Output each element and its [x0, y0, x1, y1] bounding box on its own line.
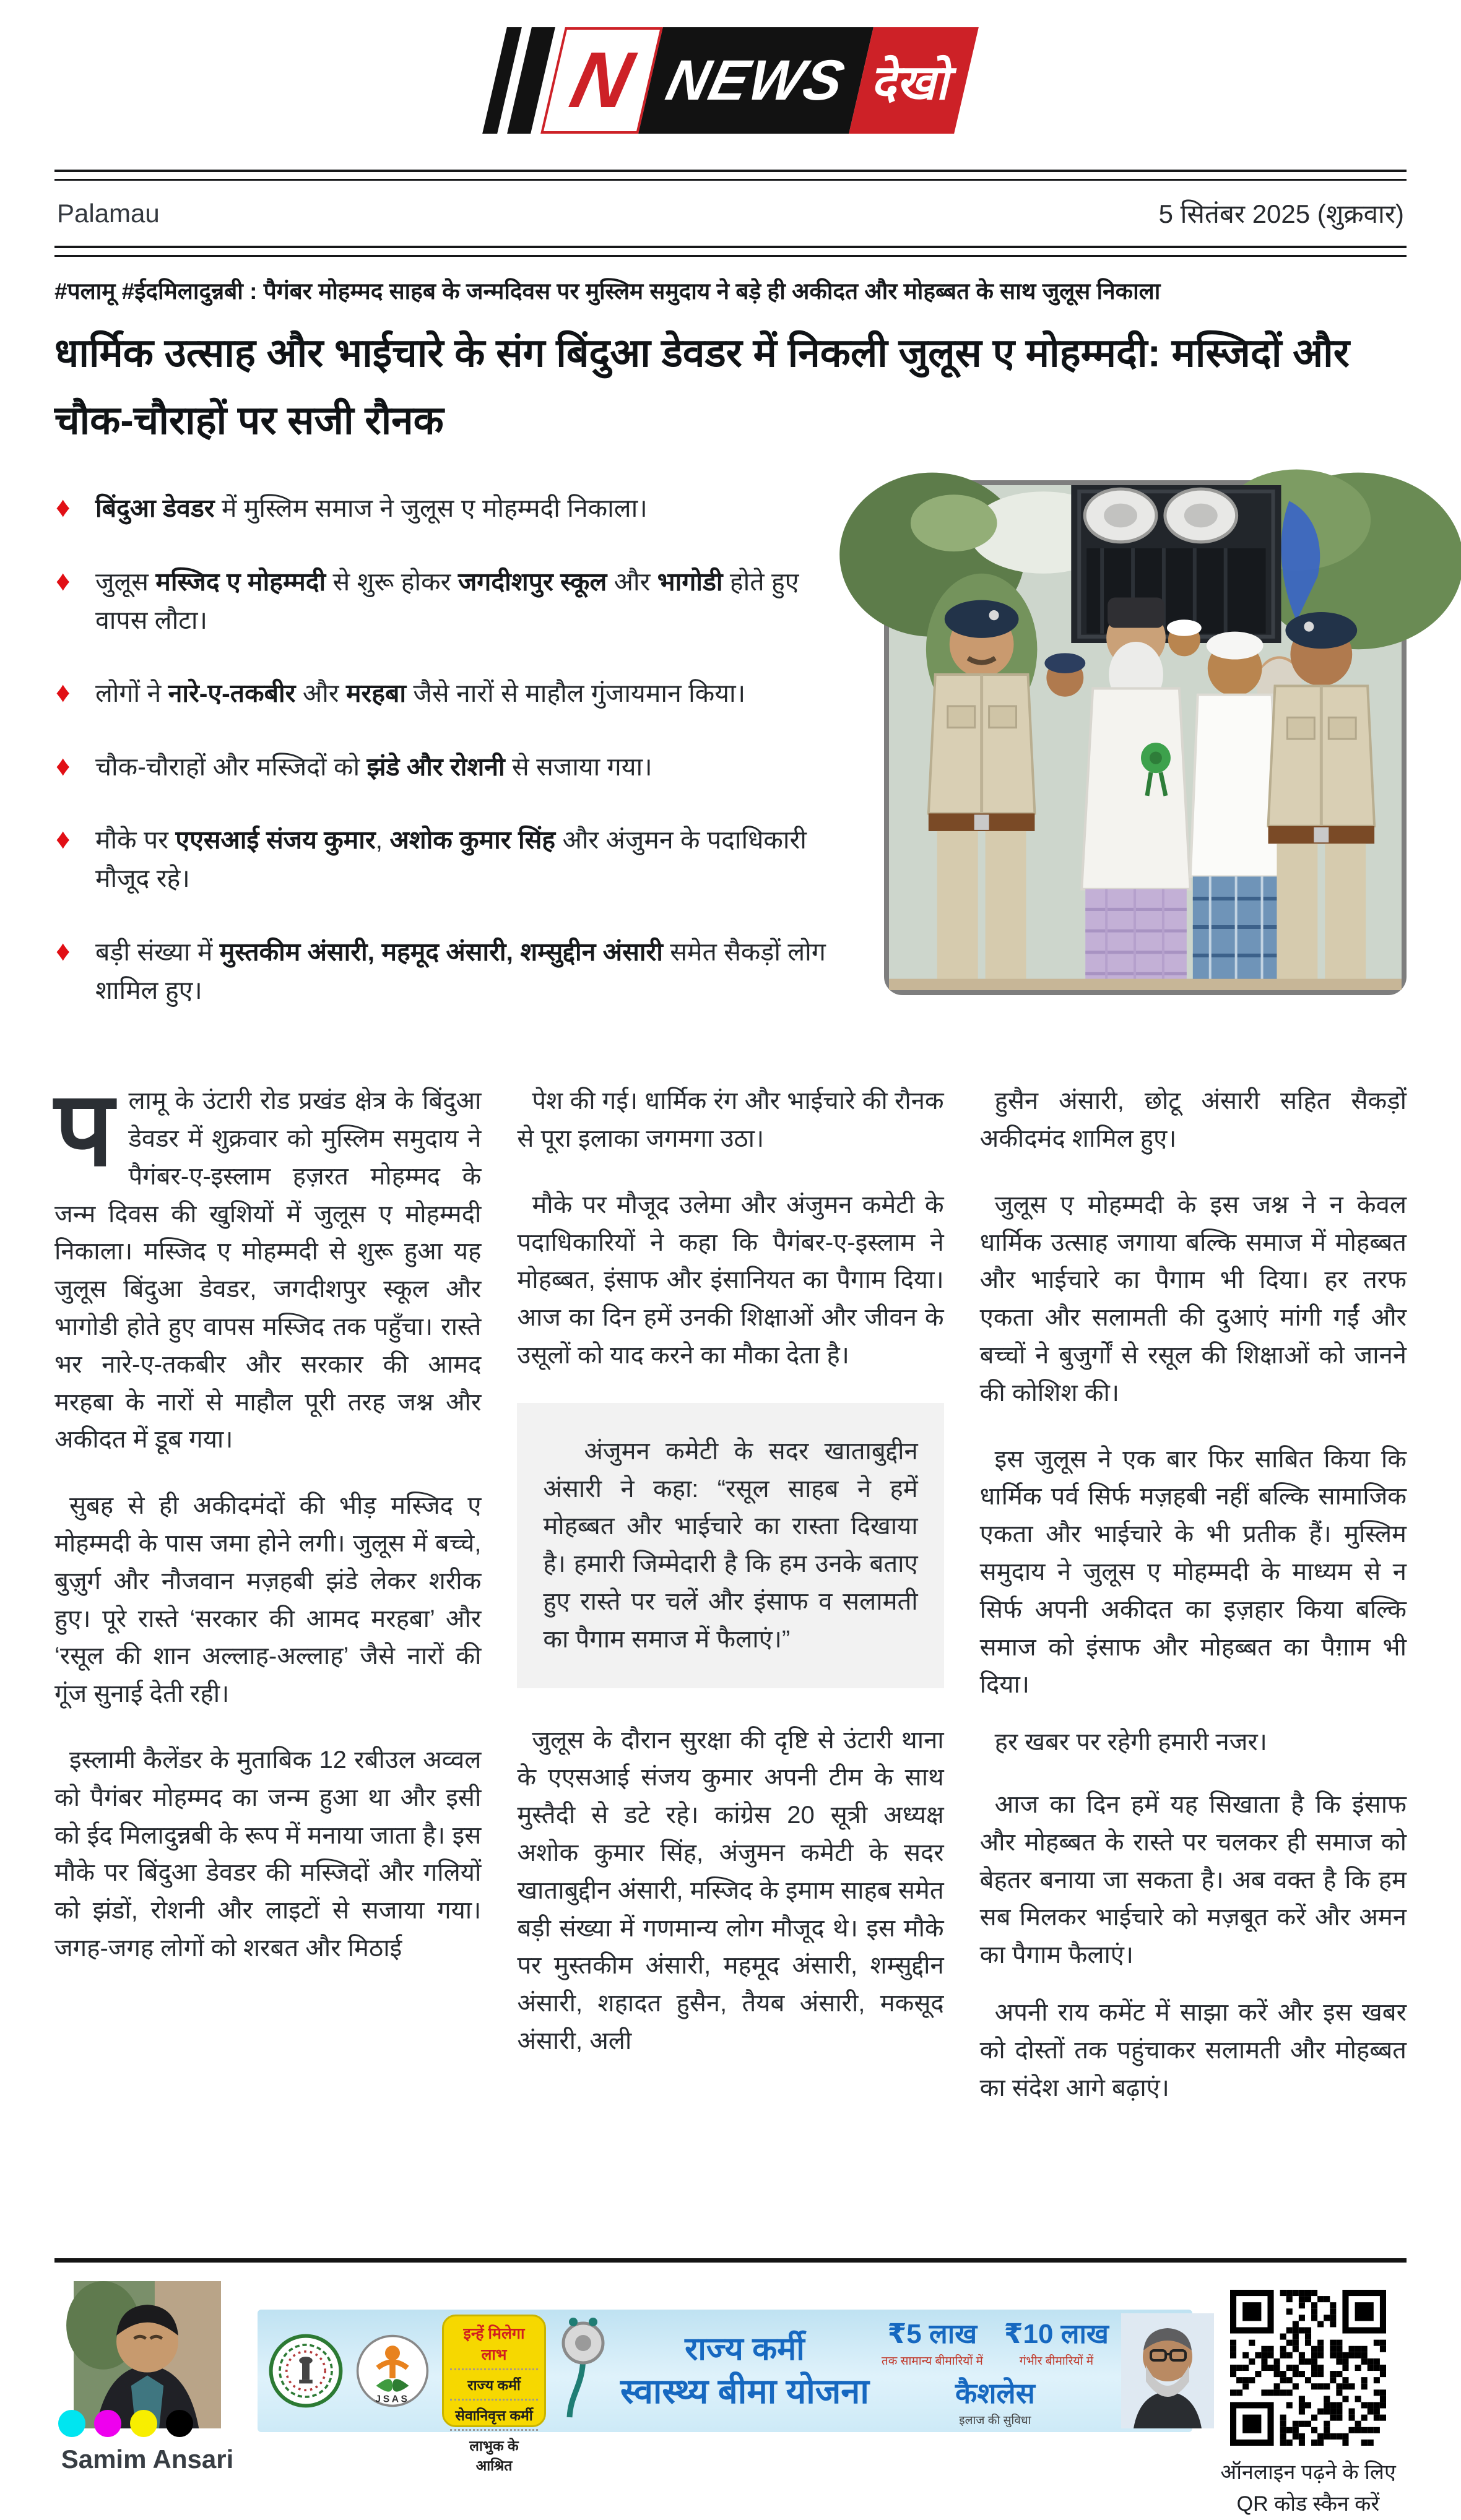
drop-cap [980, 1724, 995, 1730]
jsas-logo-icon [355, 2334, 430, 2408]
news-dekho-logo [482, 27, 979, 134]
paragraph [980, 1441, 1407, 1704]
svg-text:JSAS: JSAS [375, 2394, 410, 2405]
paragraph [54, 1741, 481, 1967]
author-photo-illustration [74, 2281, 221, 2428]
paragraph [517, 1403, 943, 1688]
article-column-1 [54, 1071, 482, 2204]
bullet-text: मौके पर एएसआई संजय कुमार, अशोक कुमार सिंह और अंजुमन के पदाधिकारी मौजूद रहे। [95, 826, 807, 893]
bullet-text: बिंदुआ डेवडर में मुस्लिम समाज ने जुलूस ए मोहम्मदी निकाला। [95, 494, 648, 523]
ad-benefit-item: सेवानिवृत्त कर्मी [450, 2401, 538, 2431]
divider [54, 246, 1407, 257]
location-label: Palamau [57, 198, 160, 228]
paragraph [54, 1487, 481, 1713]
paragraph-text: हर खबर पर रहेगी हमारी नजर। [994, 1728, 1267, 1756]
article-column-2 [517, 1082, 943, 2204]
kicker-hashtag-line: #पलामू #ईदमिलादुन्नबी : पैगंबर मोहम्मद साहब के जन्मदिवस पर मुस्लिम समुदाय ने बड़े ही अकीदत और मोहब्बत के साथ जुलूस निकाला [54, 278, 1161, 304]
ad-benefit-list [450, 2370, 538, 2479]
paragraph-text: पेश की गई। धार्मिक रंग और भाईचारे की रौनक से पूरा इलाका जगमगा उठा। [517, 1087, 944, 1153]
drop-cap [980, 1441, 995, 1447]
lead-section [54, 480, 1407, 1044]
bullet-diamond-icon: ♦ [56, 934, 71, 967]
dateline [54, 181, 1407, 246]
bullet-diamond-icon: ♦ [56, 676, 71, 709]
logo-dekho-word: देखो [849, 27, 979, 134]
paragraph-text: अंजुमन कमेटी के सदर खाताबुद्दीन अंसारी ने कहा: “रसूल साहब ने हमें मोहब्बत और भाईचारे का रास्ता दिखाया है। हमारी जिम्मेदारी है कि हम उनके बताए हुए रास्ते पर चलें और इंसाफ व सलामती का पैगाम समाज में फैलाएं।” [543, 1437, 918, 1653]
ad-amount-2: ₹10 लाख गंभीर बीमारियों में [1004, 2319, 1109, 2368]
drop-cap [980, 1994, 995, 2000]
ad-banner [258, 2310, 1192, 2474]
drop-cap: प [54, 1071, 114, 1188]
stethoscope-icon [558, 2318, 608, 2423]
drop-cap [980, 1786, 995, 1792]
logo-news-word: NEWS [638, 27, 874, 134]
article-column-3 [980, 1082, 1407, 2204]
page-title: धार्मिक उत्साह और भाईचारे के संग बिंदुआ डेवडर में निकली जुलूस ए मोहम्मदी: मस्जिदों और चौक-चौराहों पर सजी रौनक [54, 330, 1350, 442]
qr-caption: ऑनलाइन पढ़ने के लिए QR कोड स्कैन करें [1220, 2461, 1396, 2516]
qr-modules [1230, 2290, 1386, 2446]
paragraph [980, 1724, 1407, 1761]
drop-cap [517, 1186, 532, 1193]
print-color-dots [58, 2410, 193, 2437]
footer-divider [54, 2258, 1407, 2263]
drop-cap [54, 1741, 69, 1748]
author-block [54, 2281, 240, 2474]
color-dot [94, 2410, 121, 2437]
article-body [54, 1071, 1407, 2204]
color-dot [166, 2410, 193, 2437]
bullet-text: बड़ी संख्या में मुस्तकीम अंसारी, महमूद अंसारी, शम्सुद्दीन अंसारी समेत सैकड़ों लोग शामिल हुए। [95, 937, 826, 1004]
paragraph-text: इस जुलूस ने एक बार फिर साबित किया कि धार्मिक पर्व सिर्फ मज़हबी नहीं बल्कि सामाजिक एकता और भाईचारे के भी प्रतीक हैं। मुस्लिम समुदाय ने जुलूस ए मोहम्मदी के माध्यम से न सिर्फ अपनी अकीदत का इज़हार किया बल्कि समाज को इंसाफ और मोहब्बत का पैग़ाम भी दिया। [979, 1445, 1407, 1699]
list-item [54, 563, 851, 640]
news-photo-illustration [889, 485, 1402, 990]
paragraph [517, 1722, 943, 2060]
paragraph [517, 1186, 943, 1374]
jharkhand-emblem-icon [269, 2334, 343, 2408]
paragraph-text: जुलूस ए मोहम्मदी के इस जश्न ने न केवल धार्मिक उत्साह जगाया बल्कि समाज में मोहब्बत और भाईचारे का पैगाम भी दिया। हर तरफ एकता और सलामती की दुआएं मांगी गईं और बच्चों ने बुजुर्गों से रसूल की शिक्षाओं को जानने की कोशिश की। [979, 1191, 1407, 1407]
list-item [54, 748, 851, 786]
drop-cap [980, 1186, 995, 1193]
paragraph-text: हुसैन अंसारी, छोटू अंसारी सहित सैकड़ों अकीदमंद शामिल हुए। [979, 1087, 1407, 1153]
footer [54, 2281, 1407, 2520]
avatar [74, 2281, 221, 2428]
bullet-text: चौक-चौराहों और मस्जिदों को झंडे और रोशनी से सजाया गया। [95, 752, 652, 781]
qr-code-svg [1230, 2290, 1386, 2446]
ad-benefit-item: लाभुक के आश्रित [469, 2438, 519, 2474]
paragraph-text: जुलूस के दौरान सुरक्षा की दृष्टि से उंटारी थाना के एएसआई संजय कुमार अपनी टीम के साथ मुस्तैदी से डटे रहे। कांग्रेस 20 सूत्री अध्यक्ष अशोक कुमार सिंह, अंजुमन कमेटी के सदर खाताबुद्दीन अंसारी, मस्जिद के इमाम साहब समेत बड़ी संख्या में गणमान्य लोग मौजूद थे। इस मौके पर मुस्तकीम अंसारी, महमूद अंसारी, शम्सुद्दीन अंसारी, शहादत हुसैन, तैयब अंसारी, मकसूद अंसारी, अली [517, 1726, 944, 2055]
ad-benefit-item: राज्य कर्मी [450, 2370, 538, 2401]
bullet-diamond-icon: ♦ [56, 749, 71, 782]
paragraph-text: लामू के उंटारी रोड प्रखंड क्षेत्र के बिंदुआ डेवडर में शुक्रवार को मुस्लिम समुदाय ने पैगंबर-ए-इस्लाम हज़रत मोहम्मद के जन्म दिवस की खुशियों में जुलूस ए मोहम्मदी निकाला। मस्जिद ए मोहम्मदी से शुरू हुआ यह जुलूस बिंदुआ डेवडर, जगदीशपुर स्कूल और भागोडी होते हुए वापस मस्जिद तक पहुँचा। रास्ते भर नारे-ए-तकबीर और सरकार की आमद मरहबा के नारों से माहौल पूरी तरह जश्न और अकीदत में डूब गया। [54, 1087, 482, 1454]
drop-cap [517, 1722, 532, 1728]
ad-amounts [882, 2314, 1109, 2428]
logo-n-letter: N [563, 36, 641, 124]
list-item [54, 933, 851, 1010]
ad-title-line2: स्वास्थ्य बीमा योजना [620, 2371, 869, 2410]
paragraph [517, 1082, 943, 1158]
paragraph-text: अपनी राय कमेंट में साझा करें और इस खबर को दोस्तों तक पहुंचाकर सलामती और मोहब्बत का संदेश आगे बढ़ाएं। [979, 1999, 1407, 2102]
bullet-diamond-icon: ♦ [56, 822, 71, 855]
color-dot [130, 2410, 157, 2437]
ad-title-line1: राज्य कर्मी [685, 2331, 805, 2367]
drop-cap [54, 1487, 69, 1493]
paragraph [980, 1186, 1407, 1412]
paragraph [980, 1786, 1407, 1974]
paragraph [980, 1082, 1407, 1158]
bullet-text: जुलूस मस्जिद ए मोहम्मदी से शुरू होकर जगदीशपुर स्कूल और भागोडी होते हुए वापस लौटा। [95, 567, 799, 635]
paragraph-text: इस्लामी कैलेंडर के मुताबिक 12 रबीउल अव्वल को पैगंबर मोहम्मद का जन्म हुआ था और इसी को ईद मिलादुन्नबी के रूप में मनाया जाता है। इस मौके पर बिंदुआ डेवडर की मस्जिदों और गलियों को झंडों, रोशनी और लाइटों से सजाया गया। जगह-जगह लोगों को शरबत और मिठाई [54, 1746, 482, 1962]
paragraph [54, 1071, 482, 1459]
drop-cap [543, 1433, 558, 1439]
paragraph [980, 1994, 1407, 2107]
ad-cashless: कैशलेस इलाज की सुविधा [955, 2377, 1035, 2428]
paragraph-text: आज का दिन हमें यह सिखाता है कि इंसाफ और मोहब्बत के रास्ते पर चलकर ही समाज को बेहतर बनाया जा सकता है। अब वक्त है कि हम सब मिलकर भाईचारे को मज़बूत करें और अमन का पैगाम फैलाएं। [979, 1791, 1407, 1969]
color-dot [58, 2410, 85, 2437]
paragraph-text: सुबह से ही अकीदमंदों की भीड़ मस्जिद ए मोहम्मदी के पास जमा होने लगी। जुलूस में बच्चे, बुज़ुर्ग और नौजवान मज़हबी झंडे लेकर शरीक हुए। पूरे रास्ते ‘सरकार की आमद मरहबा’ और ‘रसूल की शान अल्लाह-अल्लाह’ जैसे नारों की गूंज सुनाई देती रही। [54, 1492, 482, 1708]
ad-benefit-panel [442, 2315, 546, 2474]
bullet-diamond-icon: ♦ [56, 491, 71, 524]
author-name: Samim Ansari [61, 2444, 234, 2474]
masthead [54, 27, 1407, 134]
list-item [54, 821, 851, 898]
divider [54, 170, 1407, 181]
list-item [54, 674, 851, 712]
highlight-bullets [54, 489, 851, 1044]
bullet-diamond-icon: ♦ [56, 564, 71, 597]
bullet-text: लोगों ने नारे-ए-तकबीर और मरहबा जैसे नारों से माहौल गुंजायमान किया। [95, 679, 746, 708]
paragraph-text: मौके पर मौजूद उलेमा और अंजुमन कमेटी के पदाधिकारियों ने कहा कि पैगंबर-ए-इस्लाम ने मोहब्बत, इंसाफ और इंसानियत का पैगाम दिया। आज का दिन हमें उनकी शिक्षाओं और जीवन के उसूलों को याद करने का मौका देता है। [517, 1191, 944, 1370]
ad-title [620, 2329, 869, 2413]
list-item [54, 489, 851, 527]
date-label: 5 सितंबर 2025 (शुक्रवार) [1158, 199, 1404, 228]
news-photo [884, 480, 1407, 995]
qr-block [1210, 2281, 1407, 2520]
news-page [0, 27, 1461, 2516]
ad-benefit-title: इन्हें मिलेगा लाभ [450, 2323, 538, 2370]
drop-cap [980, 1082, 995, 1089]
qr-code [1230, 2290, 1386, 2446]
ad-person-photo [1121, 2313, 1214, 2428]
drop-cap [517, 1082, 532, 1089]
ad-amount-1: ₹5 लाख तक सामान्य बीमारियों में [881, 2319, 983, 2368]
